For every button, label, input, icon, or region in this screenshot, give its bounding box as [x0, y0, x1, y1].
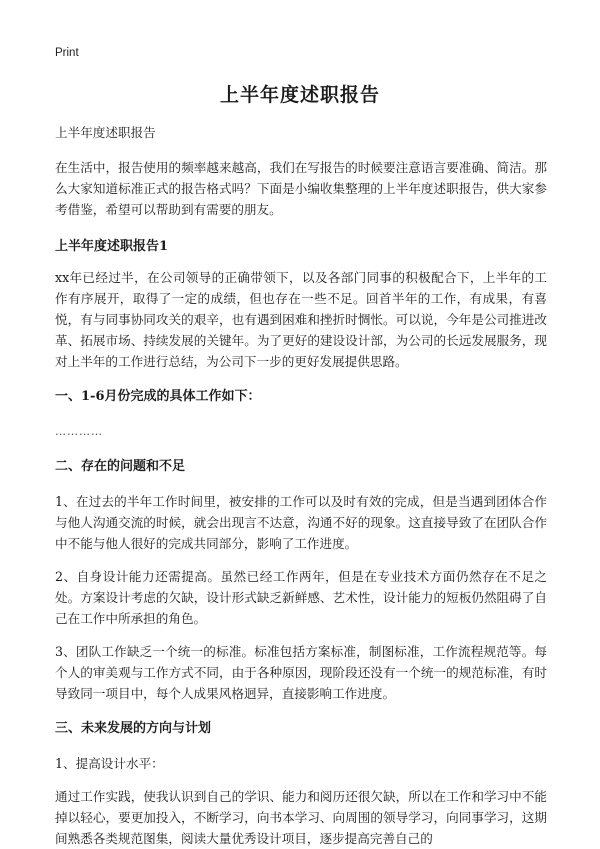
section-heading-completed-work: 一、1-6月份完成的具体工作如下：	[55, 389, 261, 404]
section-heading-future-plan: 三、未来发展的方向与计划	[55, 721, 212, 736]
report-heading: 上半年度述职报告1	[55, 239, 169, 254]
problem-item: 1、在过去的半年工作时间里，被安排的工作可以及时有效的完成，但是当遇到团体合作与他人沟通交流的时候，就会出现言不达意，沟通不好的现象。这直接导致了在团队合作中不能与他人很好的完成共同部分，影响了工作进度。	[55, 494, 547, 551]
plan-paragraph: 通过工作实践，使我认识到自己的学识、能力和阅历还很欠缺，所以在工作和学习中不能掉以轻心，要更加投入，不断学习，向书本学习、向周围的领导学习，向同事学习，这期间熟悉各类规范图集，阅读大量优秀设计项目，逐步提高完善自己的	[55, 789, 547, 846]
section-heading-problems: 二、存在的问题和不足	[55, 459, 186, 474]
problem-item: 2、自身设计能力还需提高。虽然已经工作两年，但是在专业技术方面仍然存在不足之处。方案设计考虑的欠缺，设计形式缺乏新鲜感、艺术性，设计能力的短板仍然阻碍了自己在工作中所承担的角色。	[55, 569, 547, 626]
problem-item: 3、团队工作缺乏一个统一的标准。标准包括方案标准，制图标准，工作流程规范等。每个人的审美观与工作方式不同，由于各种原因，现阶段还没有一个统一的规范标准，有时导致同一项目中，每个人成果风格迥异，直接影响工作进度。	[55, 644, 547, 701]
document-subtitle: 上半年度述职报告	[55, 125, 156, 140]
ellipsis-placeholder: …………	[55, 425, 103, 438]
opening-paragraph: xx年已经过半，在公司领导的正确带领下，以及各部门同事的积极配合下，上半年的工作有序展开，取得了一定的成绩，但也存在一些不足。回首半年的工作，有成果，有喜悦，有与同事协同攻关的艰辛，也有遇到困难和挫折时惆怅。可以说，今年是公司推进改革、拓展市场、持续发展的关键年。为了更好的建设设计部，为公司的长远发展服务，现对上半年的工作进行总结，为公司下一步的更好发展提供思路。	[55, 270, 547, 369]
print-link[interactable]: Print	[55, 47, 79, 59]
intro-paragraph: 在生活中，报告使用的频率越来越高，我们在写报告的时候要注意语言要准确、简洁。那么大家知道标准正式的报告格式吗？下面是小编收集整理的上半年度述职报告，供大家参考借鉴，希望可以帮助到有需要的朋友。	[55, 160, 547, 217]
document-body	[55, 122, 547, 849]
document-title: 上半年度述职报告	[219, 84, 380, 106]
plan-subheading: 1、提高设计水平：	[55, 756, 164, 771]
